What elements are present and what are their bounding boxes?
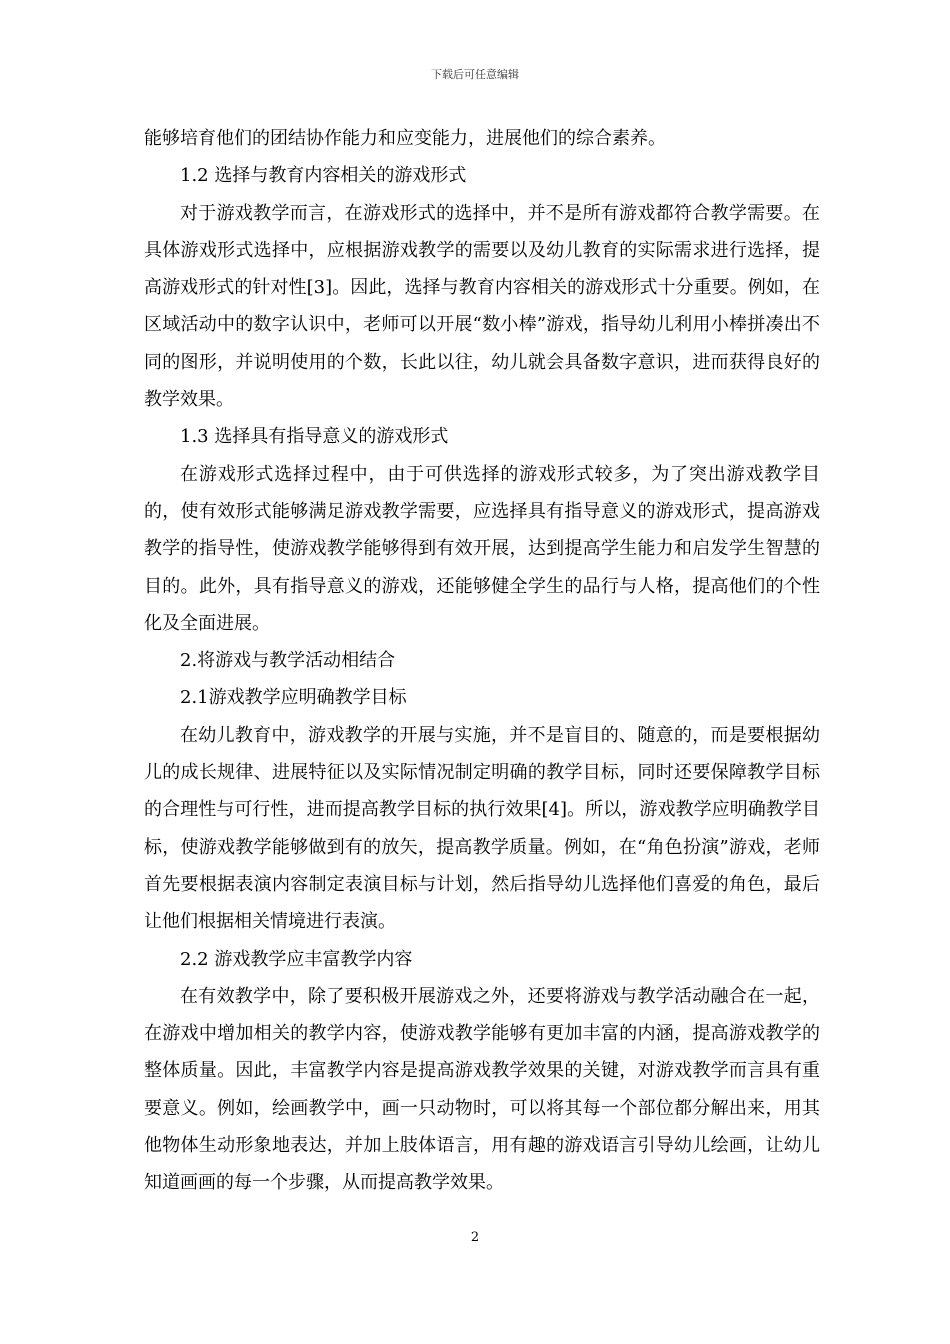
document-body <box>144 120 820 1202</box>
section-heading-2-2: 2.2 游戏教学应丰富教学内容 <box>180 948 413 970</box>
paragraph: 在幼儿教育中，游戏教学的开展与实施，并不是盲目的、随意的，而是要根据幼儿的成长规律、进展特征以及实际情况制定明确的教学目标，同时还要保障教学目标的合理性与可行性，进而提高教学目标的执行效果[4]。所以，游戏教学应明确教学目标，使游戏教学能够做到有的放矢，提高教学质量。例如，在“角色扮演”游戏，老师首先要根据表演内容制定表演目标与计划，然后指导幼儿选择他们喜爱的角色，最后让他们根据相关情境进行表演。 <box>144 724 820 933</box>
section-heading-2-1: 2.1游戏教学应明确教学目标 <box>180 687 407 709</box>
paragraph-continuation: 能够培育他们的团结协作能力和应变能力，进展他们的综合素养。 <box>144 128 666 149</box>
section-heading-1-2: 1.2 选择与教育内容相关的游戏形式 <box>180 165 467 187</box>
paragraph: 对于游戏教学而言，在游戏形式的选择中，并不是所有游戏都符合教学需要。在具体游戏形式选择中，应根据游戏教学的需要以及幼儿教育的实际需求进行选择，提高游戏形式的针对性[3]。因此，选择与教育内容相关的游戏形式十分重要。例如，在区域活动中的数字认识中，老师可以开展“数小棒”游戏，指导幼儿利用小棒拼凑出不同的图形，并说明使用的个数，长此以往，幼儿就会具备数字意识，进而获得良好的教学效果。 <box>144 202 820 411</box>
page-header: 下载后可任意编辑 <box>431 68 519 81</box>
section-heading-2: 2.将游戏与教学活动相结合 <box>180 650 396 672</box>
paragraph: 在游戏形式选择过程中，由于可供选择的游戏形式较多，为了突出游戏教学目的，使有效形式能够满足游戏教学需要，应选择具有指导意义的游戏形式，提高游戏教学的指导性，使游戏教学能够得到有效开展，达到提高学生能力和启发学生智慧的目的。此外，具有指导意义的游戏，还能够健全学生的品行与人格，提高他们的个性化及全面进展。 <box>144 463 820 634</box>
section-heading-1-3: 1.3 选择具有指导意义的游戏形式 <box>180 426 449 448</box>
paragraph: 在有效教学中，除了要积极开展游戏之外，还要将游戏与教学活动融合在一起，在游戏中增加相关的教学内容，使游戏教学能够有更加丰富的内涵，提高游戏教学的整体质量。因此，丰富教学内容是提高游戏教学效果的关键，对游戏教学而言具有重要意义。例如，绘画教学中，画一只动物时，可以将其每一个部位都分解出来，用其他物体生动形象地表达，并加上肢体语言，用有趣的游戏语言引导幼儿绘画，让幼儿知道画画的每一个步骤，从而提高教学效果。 <box>144 985 820 1194</box>
page-number: 2 <box>470 1230 480 1245</box>
